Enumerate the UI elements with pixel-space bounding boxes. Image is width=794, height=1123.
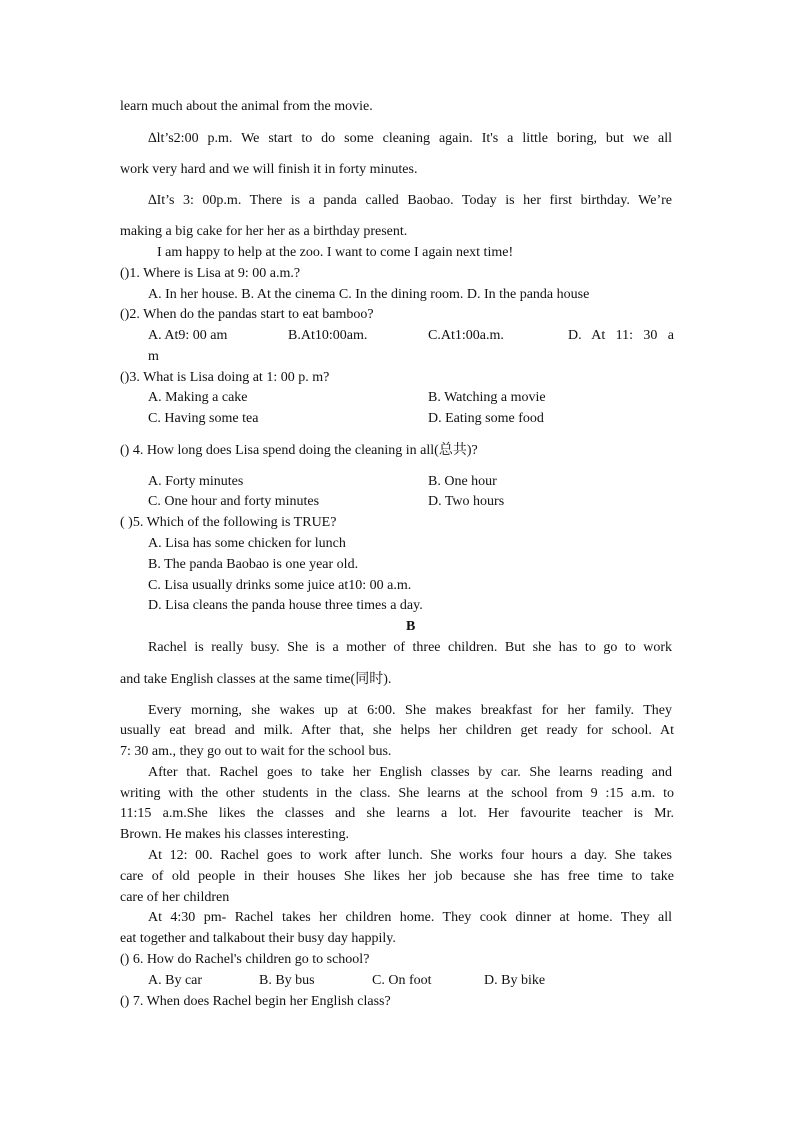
option-b: B.At10:00am. xyxy=(288,328,368,343)
passage-line: work very hard and we will finish it in forty minutes. xyxy=(120,162,418,177)
option-b: B. One hour xyxy=(428,474,497,489)
question-5: ( )5. Which of the following is TRUE? xyxy=(120,515,337,530)
option-d: D. Eating some food xyxy=(428,411,544,426)
passage-line: care of old people in their houses She likes her job because she has free time to take xyxy=(120,869,674,884)
passage-line: and take English classes at the same time(同时). xyxy=(120,672,392,687)
passage-line: writing with the other students in the class. She learns at the school from 9 :15 a.m. to xyxy=(120,786,674,801)
option-a: A. Forty minutes xyxy=(148,474,244,489)
question-2: ()2. When do the pandas start to eat bamboo? xyxy=(120,307,374,322)
option-b: B. The panda Baobao is one year old. xyxy=(148,557,359,572)
passage-line: At 12: 00. Rachel goes to work after lunch. She works four hours a day. She takes xyxy=(148,848,672,863)
passage-line: ∆It’s 3: 00p.m. There is a panda called Baobao. Today is her first birthday. We’re xyxy=(148,193,672,208)
passage-line: making a big cake for her her as a birthday present. xyxy=(120,224,408,239)
passage-line: learn much about the animal from the movie. xyxy=(120,99,373,114)
question-1-options: A. In her house. B. At the cinema C. In the dining room. D. In the panda house xyxy=(148,287,590,302)
section-heading: B xyxy=(406,619,416,634)
option-a: A. At9: 00 am xyxy=(148,328,228,343)
passage-line: 7: 30 am., they go out to wait for the school bus. xyxy=(120,744,392,759)
question-1: ()1. Where is Lisa at 9: 00 a.m.? xyxy=(120,266,301,281)
passage-line: ∆lt’s2:00 p.m. We start to do some cleaning again. It's a little boring, but we all xyxy=(148,131,672,146)
option-c: C. On foot xyxy=(372,973,432,988)
question-3: ()3. What is Lisa doing at 1: 00 p. m? xyxy=(120,370,330,385)
option-c: C.At1:00a.m. xyxy=(428,328,504,343)
passage-line: Rachel is really busy. She is a mother of three children. But she has to go to work xyxy=(148,640,672,655)
passage-line: Brown. He makes his classes interesting. xyxy=(120,827,350,842)
option-a: A. Making a cake xyxy=(148,390,248,405)
passage-line: Every morning, she wakes up at 6:00. She makes breakfast for her family. They xyxy=(148,703,672,718)
option-a: A. Lisa has some chicken for lunch xyxy=(148,536,346,551)
option-d: D. At 11: 30 a xyxy=(568,328,674,343)
passage-line: care of her children xyxy=(120,890,230,905)
option-d-wrap: m xyxy=(148,349,159,364)
option-a: A. By car xyxy=(148,973,203,988)
option-d: D. Two hours xyxy=(428,494,505,509)
question-7: () 7. When does Rachel begin her English class? xyxy=(120,994,391,1009)
option-b: B. By bus xyxy=(259,973,315,988)
passage-line: eat together and talkabout their busy day happily. xyxy=(120,931,396,946)
passage-line: I am happy to help at the zoo. I want to come I again next time! xyxy=(157,245,514,260)
question-6: () 6. How do Rachel's children go to school? xyxy=(120,952,370,967)
passage-line: After that. Rachel goes to take her English classes by car. She learns reading and xyxy=(148,765,672,780)
option-d: D. By bike xyxy=(484,973,546,988)
option-d: D. Lisa cleans the panda house three times a day. xyxy=(148,598,423,613)
passage-line: 11:15 a.m.She likes the classes and she learns a lot. Her favourite teacher is Mr. xyxy=(120,806,674,821)
option-c: C. Having some tea xyxy=(148,411,259,426)
question-4: () 4. How long does Lisa spend doing the cleaning in all(总共)? xyxy=(120,443,478,458)
option-b: B. Watching a movie xyxy=(428,390,546,405)
option-c: C. One hour and forty minutes xyxy=(148,494,320,509)
passage-line: At 4:30 pm- Rachel takes her children home. They cook dinner at home. They all xyxy=(148,910,672,925)
passage-line: usually eat bread and milk. After that, she helps her children get ready for school. At xyxy=(120,723,674,738)
option-c: C. Lisa usually drinks some juice at10: 00 a.m. xyxy=(148,578,412,593)
